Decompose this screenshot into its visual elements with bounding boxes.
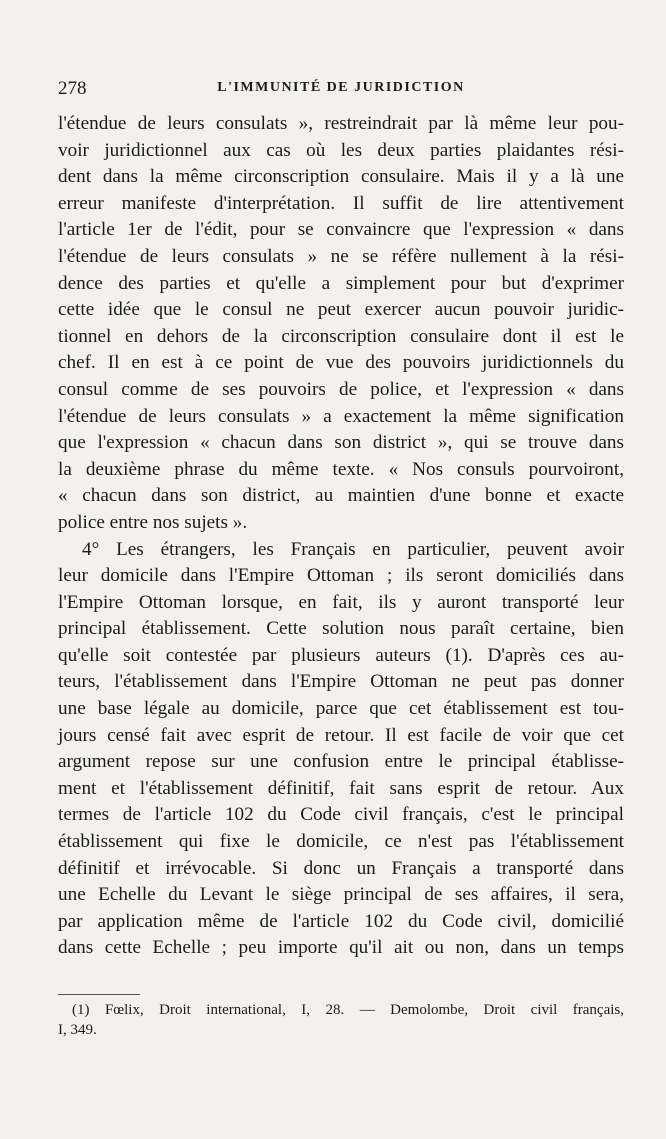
text-line: dans cette Echelle ; peu importe qu'il ait ou non, dans un temps: [58, 937, 624, 959]
text-line: par application même de l'article 102 du Code civil, domicilié: [58, 910, 624, 932]
text-line: ment et l'établissement définitif, fait sans esprit de retour. Aux: [58, 777, 624, 799]
text-line: une Echelle du Levant le siège principal de ses affaires, il sera,: [58, 884, 624, 906]
running-head: [58, 78, 624, 102]
text-line-paragraph-start: 4° Les étrangers, les Français en particulier, peuvent avoir: [82, 538, 624, 560]
text-line: la deuxième phrase du même texte. « Nos consuls pourvoiront,: [58, 458, 624, 480]
text-line: tionnel en dehors de la circonscription consulaire dont il est le: [58, 325, 624, 347]
text-line: cette idée que le consul ne peut exercer aucun pouvoir juridic-: [58, 299, 624, 321]
footnote-divider: [58, 994, 140, 995]
text-line: voir juridictionnel aux cas où les deux parties plaidantes rési-: [58, 139, 624, 161]
text-line: erreur manifeste d'interprétation. Il suffit de lire attentivement: [58, 192, 624, 214]
text-line: dent dans la même circonscription consulaire. Mais il y a là une: [58, 166, 624, 188]
text-line-paragraph-end: police entre nos sujets ».: [58, 511, 248, 533]
footnotes: [58, 1000, 624, 1040]
text-line: leur domicile dans l'Empire Ottoman ; ils seront domiciliés dans: [58, 565, 624, 587]
text-line: dence des parties et qu'elle a simplement pour but d'exprimer: [58, 272, 624, 294]
text-line: teurs, l'établissement dans l'Empire Ottoman ne peut pas donner: [58, 671, 624, 693]
body-text: [58, 111, 624, 962]
text-line: consul comme de ses pouvoirs de police, et l'expression « dans: [58, 378, 624, 400]
text-line: établissement qui fixe le domicile, ce n'est pas l'établissement: [58, 831, 624, 853]
text-line: l'étendue de leurs consulats » a exactement la même signification: [58, 405, 624, 427]
running-title: L'IMMUNITÉ DE JURIDICTION: [217, 80, 465, 95]
text-line: termes de l'article 102 du Code civil français, c'est le principal: [58, 804, 624, 826]
text-line: argument repose sur une confusion entre le principal établisse-: [58, 751, 624, 773]
text-line: l'article 1er de l'édit, pour se convaincre que l'expression « dans: [58, 219, 624, 241]
text-line: une base légale au domicile, parce que cet établissement est tou-: [58, 698, 624, 720]
text-line: définitif et irrévocable. Si donc un Français a transporté dans: [58, 857, 624, 879]
text-line: jours censé fait avec esprit de retour. Il est facile de voir que cet: [58, 724, 624, 746]
footnote-line: (1) Fœlix, Droit international, I, 28. — Demolombe, Droit civil français,: [72, 1002, 624, 1018]
text-line: chef. Il en est à ce point de vue des pouvoirs juridictionnels du: [58, 352, 624, 374]
text-line: qu'elle soit contestée par plusieurs auteurs (1). D'après ces au-: [58, 644, 624, 666]
text-line: principal établissement. Cette solution nous paraît certaine, bien: [58, 618, 624, 640]
text-line: l'Empire Ottoman lorsque, en fait, ils y auront transporté leur: [58, 591, 624, 613]
page-number: 278: [58, 78, 87, 99]
text-line: l'étendue de leurs consulats » ne se réfère nullement à la rési-: [58, 245, 624, 267]
text-line: l'étendue de leurs consulats », restreindrait par là même leur pou-: [58, 113, 624, 134]
text-line: que l'expression « chacun dans son district », qui se trouve dans: [58, 432, 624, 454]
footnote-line: I, 349.: [58, 1022, 97, 1038]
text-line: « chacun dans son district, au maintien d'une bonne et exacte: [58, 485, 624, 507]
